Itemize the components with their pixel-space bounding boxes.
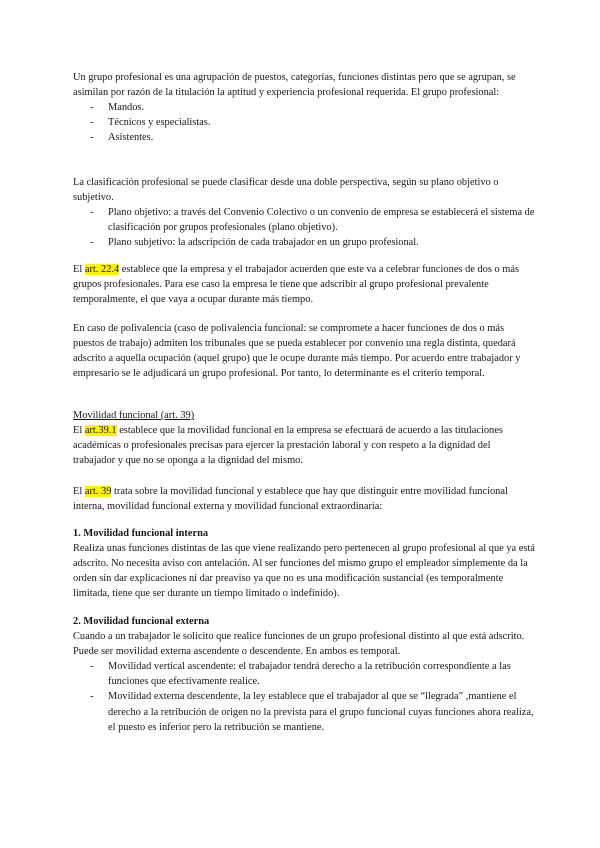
list-item: - Movilidad vertical ascendente: el trabajador tendrá derecho a la retribución correspondiente a las funciones que efectivamente realice.: [90, 661, 511, 688]
plano-list: [73, 205, 535, 250]
list-item: - Plano objetivo: a través del Convenio Colectivo o un convenio de empresa se establecerá el sistema de clasificación por grupos profesionales (plano objetivo).: [90, 207, 535, 234]
intro-section: [73, 70, 535, 145]
polivalencia-paragraph: En caso de polivalencia (caso de polivalencia funcional: se compromete a hacer funciones de dos o más puestos de trabajo) admiten los tribunales que se pueda establecer por convenio una regla distinta, quedará adscrito a aquella ocupación (aquel grupo) que le ocupe durante más tiempo. Por acuerdo entre trabajador y empresario se le adjudicará un grupo profesional. Por tanto, lo determinante es el criterio temporal.: [73, 323, 521, 380]
externa-section: [73, 614, 535, 735]
list-item: - Plano subjetivo: la adscripción de cada trabajador en un grupo profesional.: [90, 237, 419, 249]
art224-section: [73, 262, 535, 307]
interna-section: [73, 526, 535, 601]
list-item: - Mandos.: [90, 102, 145, 114]
art39-section: [73, 484, 535, 514]
art-22-4-link[interactable]: art. 22.4: [84, 264, 120, 275]
clasificacion-paragraph: La clasificación profesional se puede clasificar desde una doble perspectiva, según su plano objetivo o subjetivo.: [73, 177, 499, 204]
list-item: - Asistentes.: [90, 132, 154, 144]
art224-paragraph: El art. 22.4 establece que la empresa y el trabajador acuerden que este va a celebrar funciones de dos o más grupos profesionales. Para ese caso la empresa le tiene que adscribir al grupo profesional prevalente temporalmente, el que vaya a ocupar durante más tiempo.: [73, 264, 520, 306]
movilidad-paragraph: El art.39.1 establece que la movilidad funcional en la empresa se efectuará de acuerdo a las titulaciones académicas o profesionales precisas para ejercer la prestación laboral y con respeto a la dignidad del trabajador y que no se oponga a la dignidad del mismo.: [73, 425, 503, 467]
externa-paragraph: Cuando a un trabajador le solicito que realice funciones de un grupo profesional distinto al que está adscrito. Puede ser movilidad externa ascendente o descendente. En ambos es temporal.: [73, 631, 525, 658]
externa-list: [73, 659, 535, 734]
externa-heading: 2. Movilidad funcional externa: [73, 616, 210, 627]
movilidad-heading: Movilidad funcional (art. 39): [73, 410, 195, 421]
art-39-link[interactable]: art. 39: [84, 486, 112, 497]
grupo-list: [73, 100, 535, 145]
interna-paragraph: Realiza unas funciones distintas de las que viene realizando pero pertenecen al grupo profesional al que ya está adscrito. No necesita aviso con antelación. Al ser funciones del mismo grupo el empleador simplemente da la orden sin dar explicaciones ni dar preaviso ya que no es una modificación sustancial (es temporalmente limitada, tiene que ser durante un tiempo limitado o indefinido).: [73, 543, 535, 600]
polivalencia-section: [73, 321, 535, 381]
clasificacion-section: [73, 175, 535, 250]
art39-paragraph: El art. 39 trata sobre la movilidad funcional y establece que hay que distinguir entre movilidad funcional interna, movilidad funcional externa y movilidad funcional extraordinaria:: [73, 486, 508, 513]
art-39-1-link[interactable]: art.39.1: [84, 425, 117, 437]
list-item: - Técnicos y especialistas.: [90, 117, 211, 129]
interna-heading: 1. Movilidad funcional interna: [73, 528, 209, 539]
list-item: - Movilidad externa descendente, la ley establece que el trabajador al que se “llegrada” ,mantiene el derecho a la retribución de origen no la prevista para el grupo funcional cuyas funciones ahora realiza, el puesto es inferior pero la retribución se mantiene.: [90, 691, 534, 733]
movilidad-section: [73, 408, 535, 468]
intro-paragraph: Un grupo profesional es una agrupación de puestos, categorías, funciones distintas pero que se agrupan, se asimilan por razón de la titulación la aptitud y experiencia profesional requerida. El grupo profesional:: [73, 72, 516, 99]
